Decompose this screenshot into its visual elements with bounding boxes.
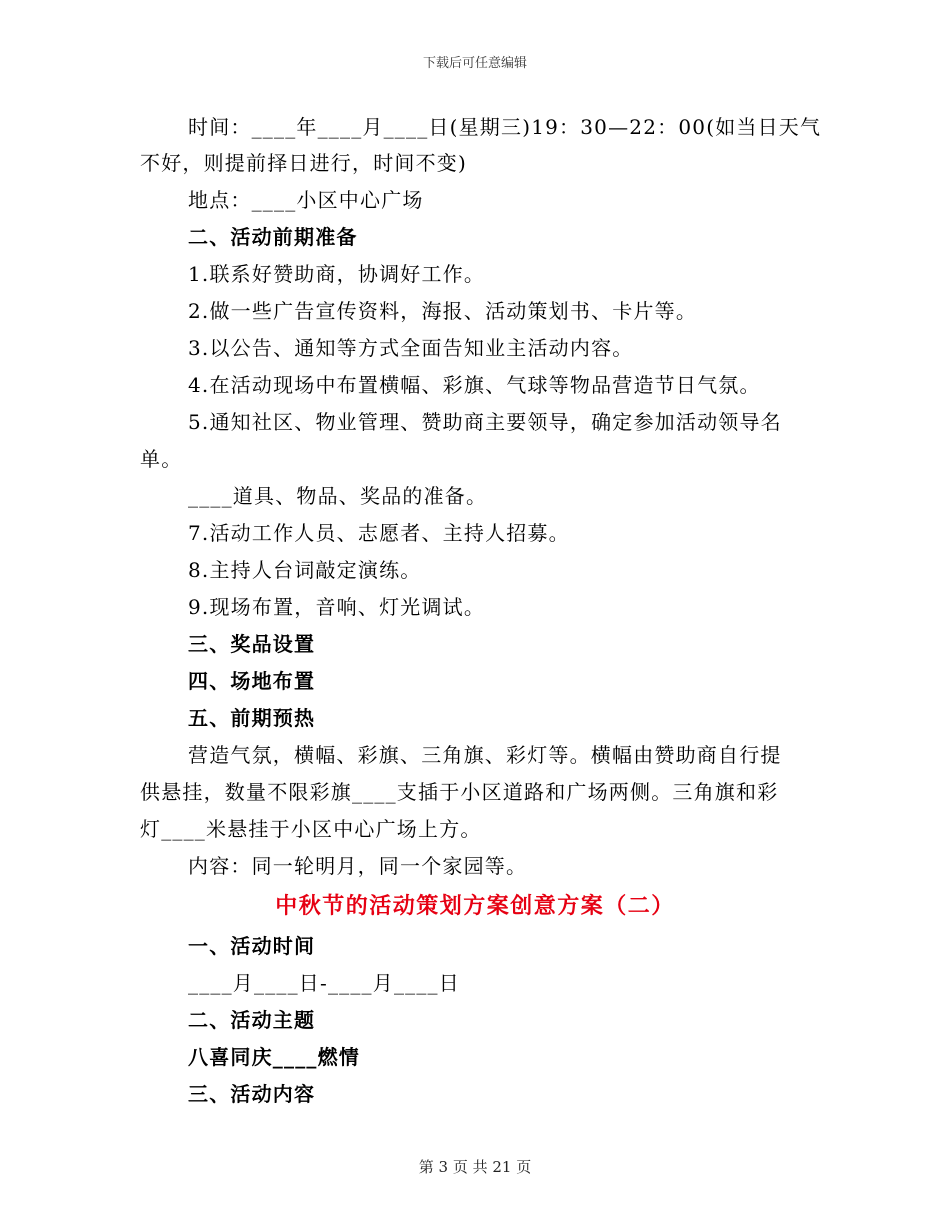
paragraph-line: 供悬挂，数量不限彩旗____支插于小区道路和广场两侧。三角旗和彩: [140, 780, 779, 804]
theme-line: 八喜同庆____燃情: [188, 1045, 360, 1069]
page-footer: 第 3 页 共 21 页: [418, 1158, 532, 1176]
list-item: 4.在活动现场中布置横幅、彩旗、气球等物品营造节日气氛。: [188, 373, 761, 397]
list-item: 5.通知社区、物业管理、赞助商主要领导，确定参加活动领导名: [188, 410, 782, 434]
paragraph-line: 灯____米悬挂于小区中心广场上方。: [140, 817, 482, 841]
section-heading-prizes: 三、奖品设置: [188, 632, 316, 656]
date-range-line: ____月____日-____月____日: [188, 971, 460, 995]
list-item: 9.现场布置，音响、灯光调试。: [188, 595, 486, 619]
section-heading-theme: 二、活动主题: [188, 1008, 316, 1032]
content-line: 内容：同一轮明月，同一个家园等。: [188, 854, 528, 878]
section-heading-content: 三、活动内容: [188, 1082, 316, 1106]
location-line: 地点：____小区中心广场: [188, 188, 424, 212]
paragraph-line: 营造气氛，横幅、彩旗、三角旗、彩灯等。横幅由赞助商自行提: [188, 743, 782, 767]
list-item: 8.主持人台词敲定演练。: [188, 558, 422, 582]
list-item: ____道具、物品、奖品的准备。: [188, 484, 488, 508]
list-item: 1.联系好赞助商，协调好工作。: [188, 262, 486, 286]
list-item-cont: 单。: [140, 447, 183, 471]
page-header: 下载后可任意编辑: [422, 56, 527, 71]
list-item: 2.做一些广告宣传资料，海报、活动策划书、卡片等。: [188, 299, 698, 323]
time-line: 时间：____年____月____日(星期三)19：30—22：00(如当日天气: [188, 115, 822, 139]
list-item: 7.活动工作人员、志愿者、主持人招募。: [188, 521, 570, 545]
time-line-cont: 不好，则提前择日进行，时间不变): [140, 151, 468, 175]
document-title: 中秋节的活动策划方案创意方案（二）: [275, 893, 675, 919]
list-item: 3.以公告、通知等方式全面告知业主活动内容。: [188, 336, 634, 360]
section-heading-preparation: 二、活动前期准备: [188, 225, 358, 249]
section-heading-warmup: 五、前期预热: [188, 706, 316, 730]
section-heading-time: 一、活动时间: [188, 934, 316, 958]
section-heading-venue: 四、场地布置: [188, 669, 316, 693]
